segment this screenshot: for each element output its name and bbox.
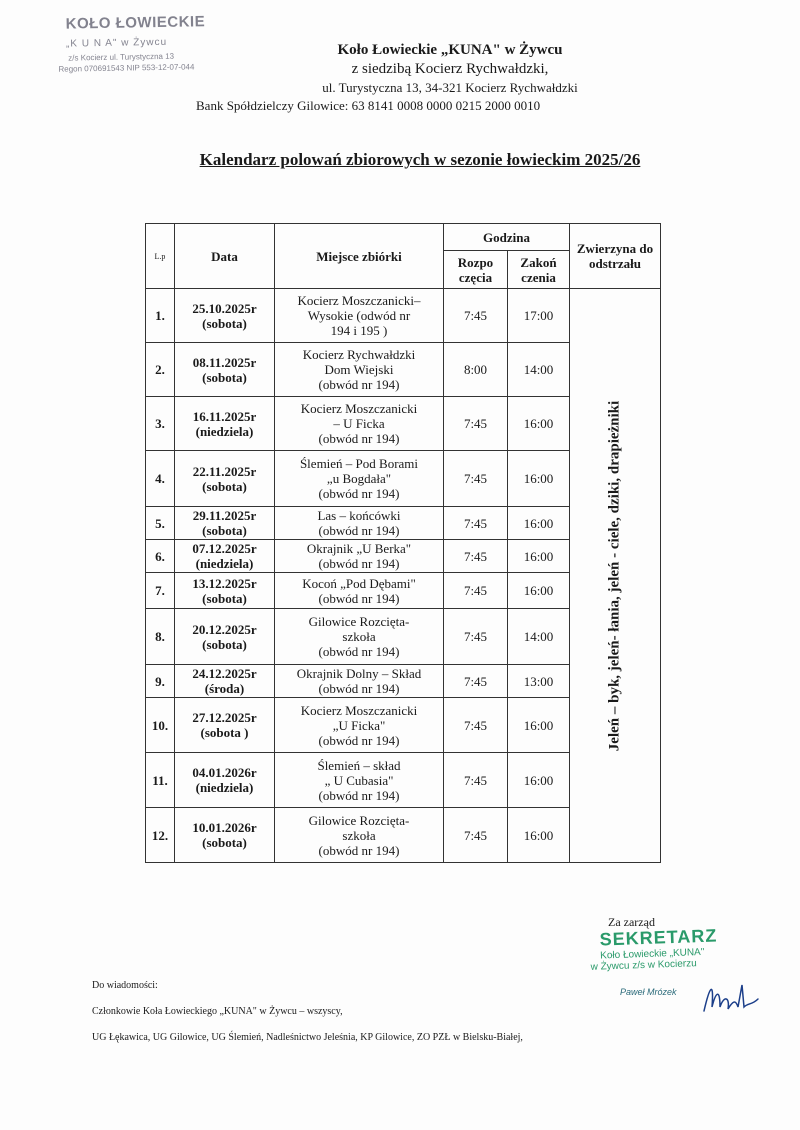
- game-species: Jeleń – byk, jeleń- łania, jeleń - ciele, dziki, drapieżniki: [606, 400, 623, 751]
- stamp-line-1: KOŁO ŁOWIECKIE: [65, 13, 206, 33]
- table-row: [146, 289, 661, 343]
- row-date: 10.01.2026r: [192, 820, 257, 835]
- row-place-line: „u Bogdała": [326, 471, 392, 486]
- stamp-title: SEKRETARZ: [599, 925, 718, 950]
- distribution-line-2: UG Łękawica, UG Gilowice, UG Ślemień, Nadleśnictwo Jeleśnia, KP Gilowice, ZO PZŁ w Bielsku-Białej,: [92, 1032, 523, 1043]
- row-lp: 7.: [146, 573, 175, 609]
- row-lp: 5.: [146, 507, 175, 540]
- row-date: 29.11.2025r: [192, 508, 257, 523]
- row-place-line: Las – końcówki: [317, 508, 401, 523]
- row-start-time: 7:45: [444, 507, 508, 540]
- row-lp: 9.: [146, 665, 175, 698]
- row-date-cell: [175, 507, 275, 540]
- row-lp: 10.: [146, 698, 175, 753]
- row-place-line: Wysokie (odwód nr: [307, 308, 411, 323]
- row-end-time: 16:00: [508, 451, 570, 507]
- stamp-line-4: Regon 070691543 NIP 553-12-07-044: [58, 62, 195, 74]
- row-start-time: 7:45: [444, 397, 508, 451]
- row-place-line: (obwód nr 194): [318, 486, 400, 501]
- row-weekday: (sobota): [202, 590, 247, 606]
- handwritten-signature-icon: [700, 977, 760, 1017]
- row-place-line: Kocoń „Pod Dębami": [302, 575, 416, 591]
- row-date-cell: [175, 665, 275, 698]
- row-place-line: Okrajnik „U Berka": [306, 541, 412, 556]
- stamp-seat: w Żywcu z/s w Kocierzu: [590, 958, 697, 973]
- row-end-time: 14:00: [508, 343, 570, 397]
- row-weekday: (sobota): [202, 369, 247, 385]
- row-end-time: 16:00: [508, 507, 570, 540]
- row-date-cell: [175, 753, 275, 808]
- row-start-time: 7:45: [444, 609, 508, 665]
- row-weekday: (niedziela): [195, 423, 254, 439]
- row-end-time: 13:00: [508, 665, 570, 698]
- org-name: Koło Łowieckie „KUNA" w Żywcu: [337, 42, 563, 58]
- row-start-time: 7:45: [444, 540, 508, 573]
- row-place-cell: [275, 540, 444, 573]
- row-start-time: 7:45: [444, 698, 508, 753]
- secretary-stamp: [589, 924, 755, 973]
- row-lp: 6.: [146, 540, 175, 573]
- hunt-calendar-table: [145, 223, 661, 863]
- row-weekday: (środa): [204, 681, 245, 696]
- row-place-line: Kocierz Moszczanicki: [300, 702, 418, 718]
- row-place-line: (obwód nr 194): [318, 523, 400, 538]
- stamp-line-3: z/s Kocierz ul. Turystyczna 13: [68, 51, 175, 63]
- row-start-time: 8:00: [444, 343, 508, 397]
- row-place-line: (obwód nr 194): [318, 431, 400, 446]
- row-place-line: „ U Cubasia": [324, 772, 394, 788]
- header-lp: L.p: [146, 224, 175, 289]
- row-weekday: (niedziela): [195, 556, 254, 571]
- header-place: Miejsce zbiórki: [275, 224, 444, 289]
- letterhead: [190, 42, 710, 114]
- row-place-line: Kocierz Moszczanicki: [300, 401, 418, 416]
- row-place-line: szkoła: [342, 827, 376, 843]
- row-date-cell: [175, 540, 275, 573]
- row-end-time: 16:00: [508, 540, 570, 573]
- row-start-time: 7:45: [444, 451, 508, 507]
- header-hour: Godzina: [444, 224, 570, 251]
- row-place-cell: [275, 808, 444, 863]
- row-place-cell: [275, 397, 444, 451]
- row-end-time: 16:00: [508, 573, 570, 609]
- row-place-cell: [275, 665, 444, 698]
- row-place-cell: [275, 609, 444, 665]
- row-place-line: (obwód nr 194): [318, 842, 400, 858]
- row-date-cell: [175, 397, 275, 451]
- row-end-time: 16:00: [508, 753, 570, 808]
- distribution-heading: Do wiadomości:: [92, 980, 158, 991]
- row-place-cell: [275, 753, 444, 808]
- row-place-line: Kocierz Moszczanicki–: [297, 293, 421, 308]
- row-date: 22.11.2025r: [192, 463, 257, 479]
- row-weekday: (sobota ): [200, 725, 249, 740]
- row-place-line: Dom Wiejski: [324, 362, 394, 377]
- row-date-cell: [175, 451, 275, 507]
- row-place-cell: [275, 289, 444, 343]
- row-place-line: (obwód nr 194): [318, 787, 400, 803]
- row-date-cell: [175, 609, 275, 665]
- row-lp: 2.: [146, 343, 175, 397]
- row-place-line: Ślemień – Pod Borami: [299, 456, 419, 471]
- row-date: 25.10.2025r: [192, 300, 257, 316]
- row-start-time: 7:45: [444, 753, 508, 808]
- row-date: 24.12.2025r: [192, 666, 257, 681]
- row-date-cell: [175, 343, 275, 397]
- row-place-line: (obwód nr 194): [318, 681, 400, 696]
- row-date-cell: [175, 289, 275, 343]
- row-place-cell: [275, 451, 444, 507]
- header-start: Rozpo częcia: [444, 251, 508, 289]
- distribution-list: [92, 980, 523, 1058]
- row-end-time: 14:00: [508, 609, 570, 665]
- org-seat: z siedzibą Kocierz Rychwałdzki,: [351, 61, 549, 77]
- row-lp: 3.: [146, 397, 175, 451]
- row-place-line: (obwód nr 194): [318, 732, 400, 748]
- row-place-line: Gilowice Rozcięta-: [308, 614, 410, 629]
- row-weekday: (sobota): [202, 315, 247, 331]
- row-weekday: (sobota): [202, 523, 247, 538]
- row-place-line: Okrajnik Dolny – Skład: [296, 666, 422, 681]
- signature-lead: Za zarząd: [608, 915, 655, 929]
- row-lp: 11.: [146, 753, 175, 808]
- row-date-cell: [175, 573, 275, 609]
- row-lp: 8.: [146, 609, 175, 665]
- row-end-time: 16:00: [508, 698, 570, 753]
- row-place-line: (obwód nr 194): [318, 590, 400, 606]
- row-place-cell: [275, 507, 444, 540]
- org-address: ul. Turystyczna 13, 34-321 Kocierz Rychwałdzki: [322, 80, 578, 95]
- distribution-line-1: Członkowie Koła Łowieckiego „KUNA" w Żywcu – wszyscy,: [92, 1006, 343, 1017]
- org-bank: Bank Spółdzielczy Gilowice: 63 8141 0008 0000 0215 2000 0010: [196, 98, 541, 113]
- row-place-line: (obwód nr 194): [318, 556, 400, 571]
- row-place-cell: [275, 573, 444, 609]
- row-lp: 4.: [146, 451, 175, 507]
- row-weekday: (sobota): [202, 636, 247, 652]
- row-date: 27.12.2025r: [192, 710, 257, 725]
- row-place-cell: [275, 698, 444, 753]
- row-start-time: 7:45: [444, 289, 508, 343]
- row-place-cell: [275, 343, 444, 397]
- row-start-time: 7:45: [444, 808, 508, 863]
- signature-block: [590, 915, 750, 997]
- row-end-time: 17:00: [508, 289, 570, 343]
- row-start-time: 7:45: [444, 573, 508, 609]
- stamp-org: Koło Łowieckie „KUNA": [600, 946, 705, 962]
- row-start-time: 7:45: [444, 665, 508, 698]
- row-date: 16.11.2025r: [192, 408, 257, 424]
- secretary-name: Paweł Mrózek: [620, 987, 677, 997]
- row-weekday: (sobota): [202, 478, 247, 494]
- row-lp: 1.: [146, 289, 175, 343]
- row-date-cell: [175, 808, 275, 863]
- row-date: 08.11.2025r: [192, 354, 257, 370]
- row-weekday: (sobota): [202, 835, 247, 850]
- row-place-line: Kocierz Rychwałdzki: [302, 347, 416, 362]
- row-end-time: 16:00: [508, 397, 570, 451]
- row-place-line: – U Ficka: [333, 416, 385, 431]
- game-species-cell: [570, 289, 661, 863]
- row-place-line: Ślemień – skład: [317, 757, 401, 773]
- document-title: Kalendarz polowań zbiorowych w sezonie łowieckim 2025/26: [199, 150, 641, 169]
- row-place-line: Gilowice Rozcięta-: [308, 812, 410, 828]
- row-end-time: 16:00: [508, 808, 570, 863]
- row-place-line: (obwód nr 194): [318, 377, 400, 392]
- stamp-line-2: „K U N A" w Żywcu: [65, 36, 168, 50]
- row-date: 20.12.2025r: [192, 621, 257, 637]
- header-game: Zwierzyna do odstrzału: [570, 224, 661, 289]
- row-lp: 12.: [146, 808, 175, 863]
- row-place-line: szkoła: [342, 629, 376, 644]
- row-date-cell: [175, 698, 275, 753]
- row-place-line: 194 i 195 ): [330, 323, 388, 338]
- row-date: 07.12.2025r: [192, 541, 257, 556]
- header-date: Data: [175, 224, 275, 289]
- row-date: 13.12.2025r: [192, 575, 257, 591]
- header-end: Zakoń czenia: [508, 251, 570, 289]
- row-weekday: (niedziela): [195, 780, 254, 795]
- row-place-line: „U Ficka": [332, 717, 386, 733]
- table-body: [146, 289, 661, 863]
- row-date: 04.01.2026r: [192, 765, 257, 780]
- row-place-line: (obwód nr 194): [318, 644, 400, 659]
